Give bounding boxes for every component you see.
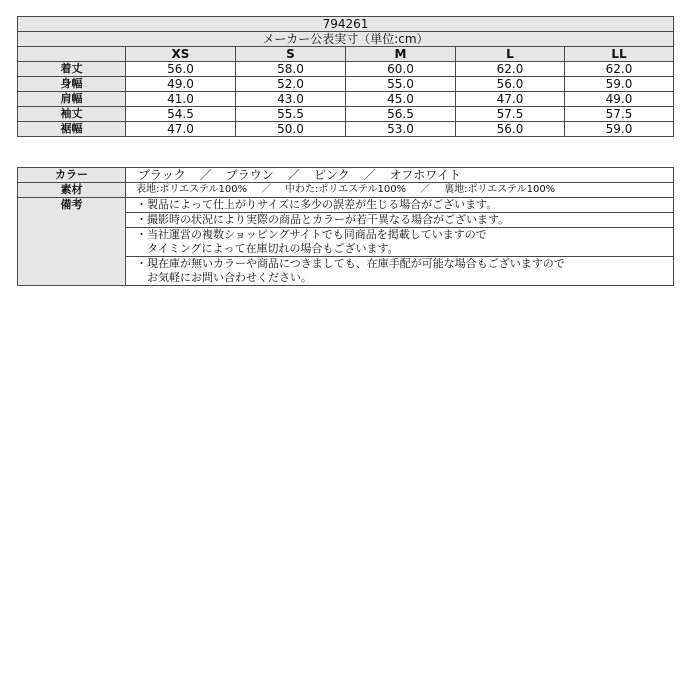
measurement-cell: 56.0: [126, 62, 236, 77]
color-option: ブラック: [138, 168, 186, 182]
color-options: [126, 168, 674, 183]
measurement-cell: 59.0: [565, 122, 674, 137]
row-label: 裾幅: [18, 122, 126, 137]
size-header-corner: [18, 47, 126, 62]
size-header-row: [18, 47, 674, 62]
remark-line: お気軽にお問い合わせください。: [147, 271, 312, 284]
remark-line: ・製品によって仕上がりサイズに多少の誤差が生じる場合がございます。: [136, 198, 498, 211]
material-part: 中わた:ポリエステル100%: [285, 184, 407, 195]
material-row: [18, 183, 674, 198]
remark-line: ・撮影時の状況により実際の商品とカラーが若干異なる場合がございます。: [136, 213, 510, 226]
size-table-caption: メーカー公表実寸（単位:cm）: [18, 32, 674, 47]
measurement-cell: 57.5: [456, 107, 565, 122]
table-row: [18, 77, 674, 92]
size-header-xs: XS: [126, 47, 236, 62]
remark-note: [126, 228, 674, 257]
color-option: オフホワイト: [389, 168, 461, 182]
separator: ／: [287, 168, 300, 182]
size-header-l: L: [456, 47, 565, 62]
remark-note: [126, 198, 674, 213]
table-row: [18, 107, 674, 122]
remark-line: ・現在庫が無いカラーや商品につきましても、在庫手配が可能な場合もございますので: [136, 257, 565, 270]
measurement-cell: 56.0: [456, 122, 565, 137]
measurement-cell: 43.0: [236, 92, 346, 107]
row-label: 袖丈: [18, 107, 126, 122]
separator: ／: [420, 184, 431, 195]
measurement-cell: 56.0: [456, 77, 565, 92]
size-header-m: M: [346, 47, 456, 62]
remark-line: タイミングによって在庫切れの場合もございます。: [147, 242, 399, 255]
size-header-ll: LL: [565, 47, 674, 62]
measurement-cell: 62.0: [565, 62, 674, 77]
separator: ／: [261, 184, 272, 195]
measurement-cell: 47.0: [126, 122, 236, 137]
row-label: 着丈: [18, 62, 126, 77]
measurement-cell: 55.5: [236, 107, 346, 122]
material-composition: [126, 183, 674, 198]
measurement-cell: 58.0: [236, 62, 346, 77]
size-header-s: S: [236, 47, 346, 62]
remark-note: [126, 213, 674, 228]
measurement-cell: 60.0: [346, 62, 456, 77]
separator: ／: [363, 168, 376, 182]
color-label: カラー: [18, 168, 126, 183]
product-info-table: [17, 167, 674, 286]
measurement-cell: 49.0: [565, 92, 674, 107]
remarks-row: [18, 198, 674, 213]
material-part: 表地:ポリエステル100%: [136, 184, 248, 195]
measurement-cell: 52.0: [236, 77, 346, 92]
measurement-cell: 54.5: [126, 107, 236, 122]
row-label: 肩幅: [18, 92, 126, 107]
measurement-cell: 45.0: [346, 92, 456, 107]
material-part: 裏地:ポリエステル100%: [444, 184, 556, 195]
color-option: ブラウン: [225, 168, 274, 182]
measurement-cell: 49.0: [126, 77, 236, 92]
measurement-cell: 53.0: [346, 122, 456, 137]
remarks-label: 備考: [18, 198, 126, 286]
table-row: [18, 62, 674, 77]
table-row: [18, 92, 674, 107]
measurement-cell: 57.5: [565, 107, 674, 122]
measurement-cell: 41.0: [126, 92, 236, 107]
size-spec-table: [17, 16, 674, 137]
row-label: 身幅: [18, 77, 126, 92]
measurement-cell: 59.0: [565, 77, 674, 92]
material-label: 素材: [18, 183, 126, 198]
product-code: 794261: [18, 17, 674, 32]
color-row: [18, 168, 674, 183]
measurement-cell: 50.0: [236, 122, 346, 137]
separator: ／: [199, 168, 212, 182]
measurement-cell: 47.0: [456, 92, 565, 107]
remark-line: ・当社運営の複数ショッピングサイトでも同商品を掲載していますので: [136, 228, 487, 241]
table-row: [18, 122, 674, 137]
remark-note: [126, 257, 674, 286]
color-option: ピンク: [313, 168, 350, 182]
measurement-cell: 55.0: [346, 77, 456, 92]
measurement-cell: 56.5: [346, 107, 456, 122]
measurement-cell: 62.0: [456, 62, 565, 77]
